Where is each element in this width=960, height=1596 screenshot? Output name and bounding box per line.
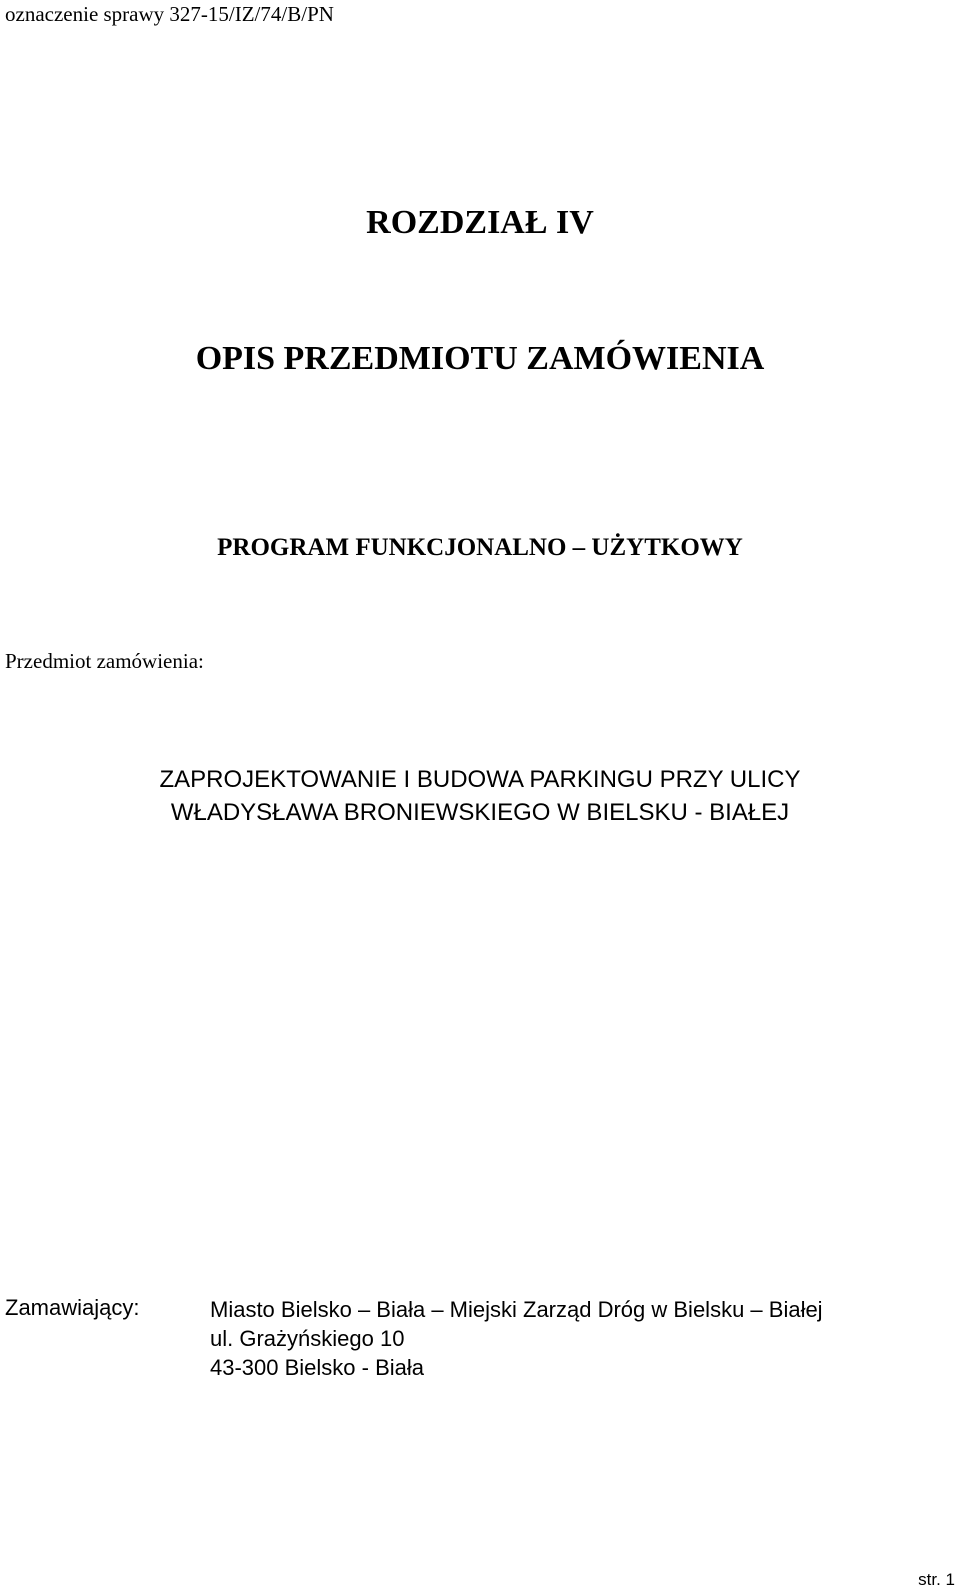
program-title: PROGRAM FUNKCJONALNO – UŻYTKOWY — [217, 534, 743, 561]
subject-description — [0, 763, 960, 829]
ordering-party-details — [210, 1295, 823, 1382]
case-reference: oznaczenie sprawy 327-15/IZ/74/B/PN — [5, 2, 334, 26]
document-title: OPIS PRZEDMIOTU ZAMÓWIENIA — [195, 340, 765, 377]
ordering-party-label: Zamawiający: — [5, 1295, 140, 1320]
ordering-party-city: 43-300 Bielsko - Biała — [210, 1355, 425, 1380]
subject-line: WŁADYSŁAWA BRONIEWSKIEGO W BIELSKU - BIAŁEJ — [170, 799, 790, 826]
ordering-party-street: ul. Grażyńskiego 10 — [210, 1326, 405, 1351]
chapter-heading: ROZDZIAŁ IV — [366, 204, 594, 241]
page-number: str. 1 — [918, 1570, 955, 1589]
ordering-party-name: Miasto Bielsko – Biała – Miejski Zarząd Dróg w Bielsku – Białej — [210, 1297, 823, 1322]
subject-line: ZAPROJEKTOWANIE I BUDOWA PARKINGU PRZY ULICY — [159, 766, 801, 793]
subject-label: Przedmiot zamówienia: — [5, 649, 204, 673]
